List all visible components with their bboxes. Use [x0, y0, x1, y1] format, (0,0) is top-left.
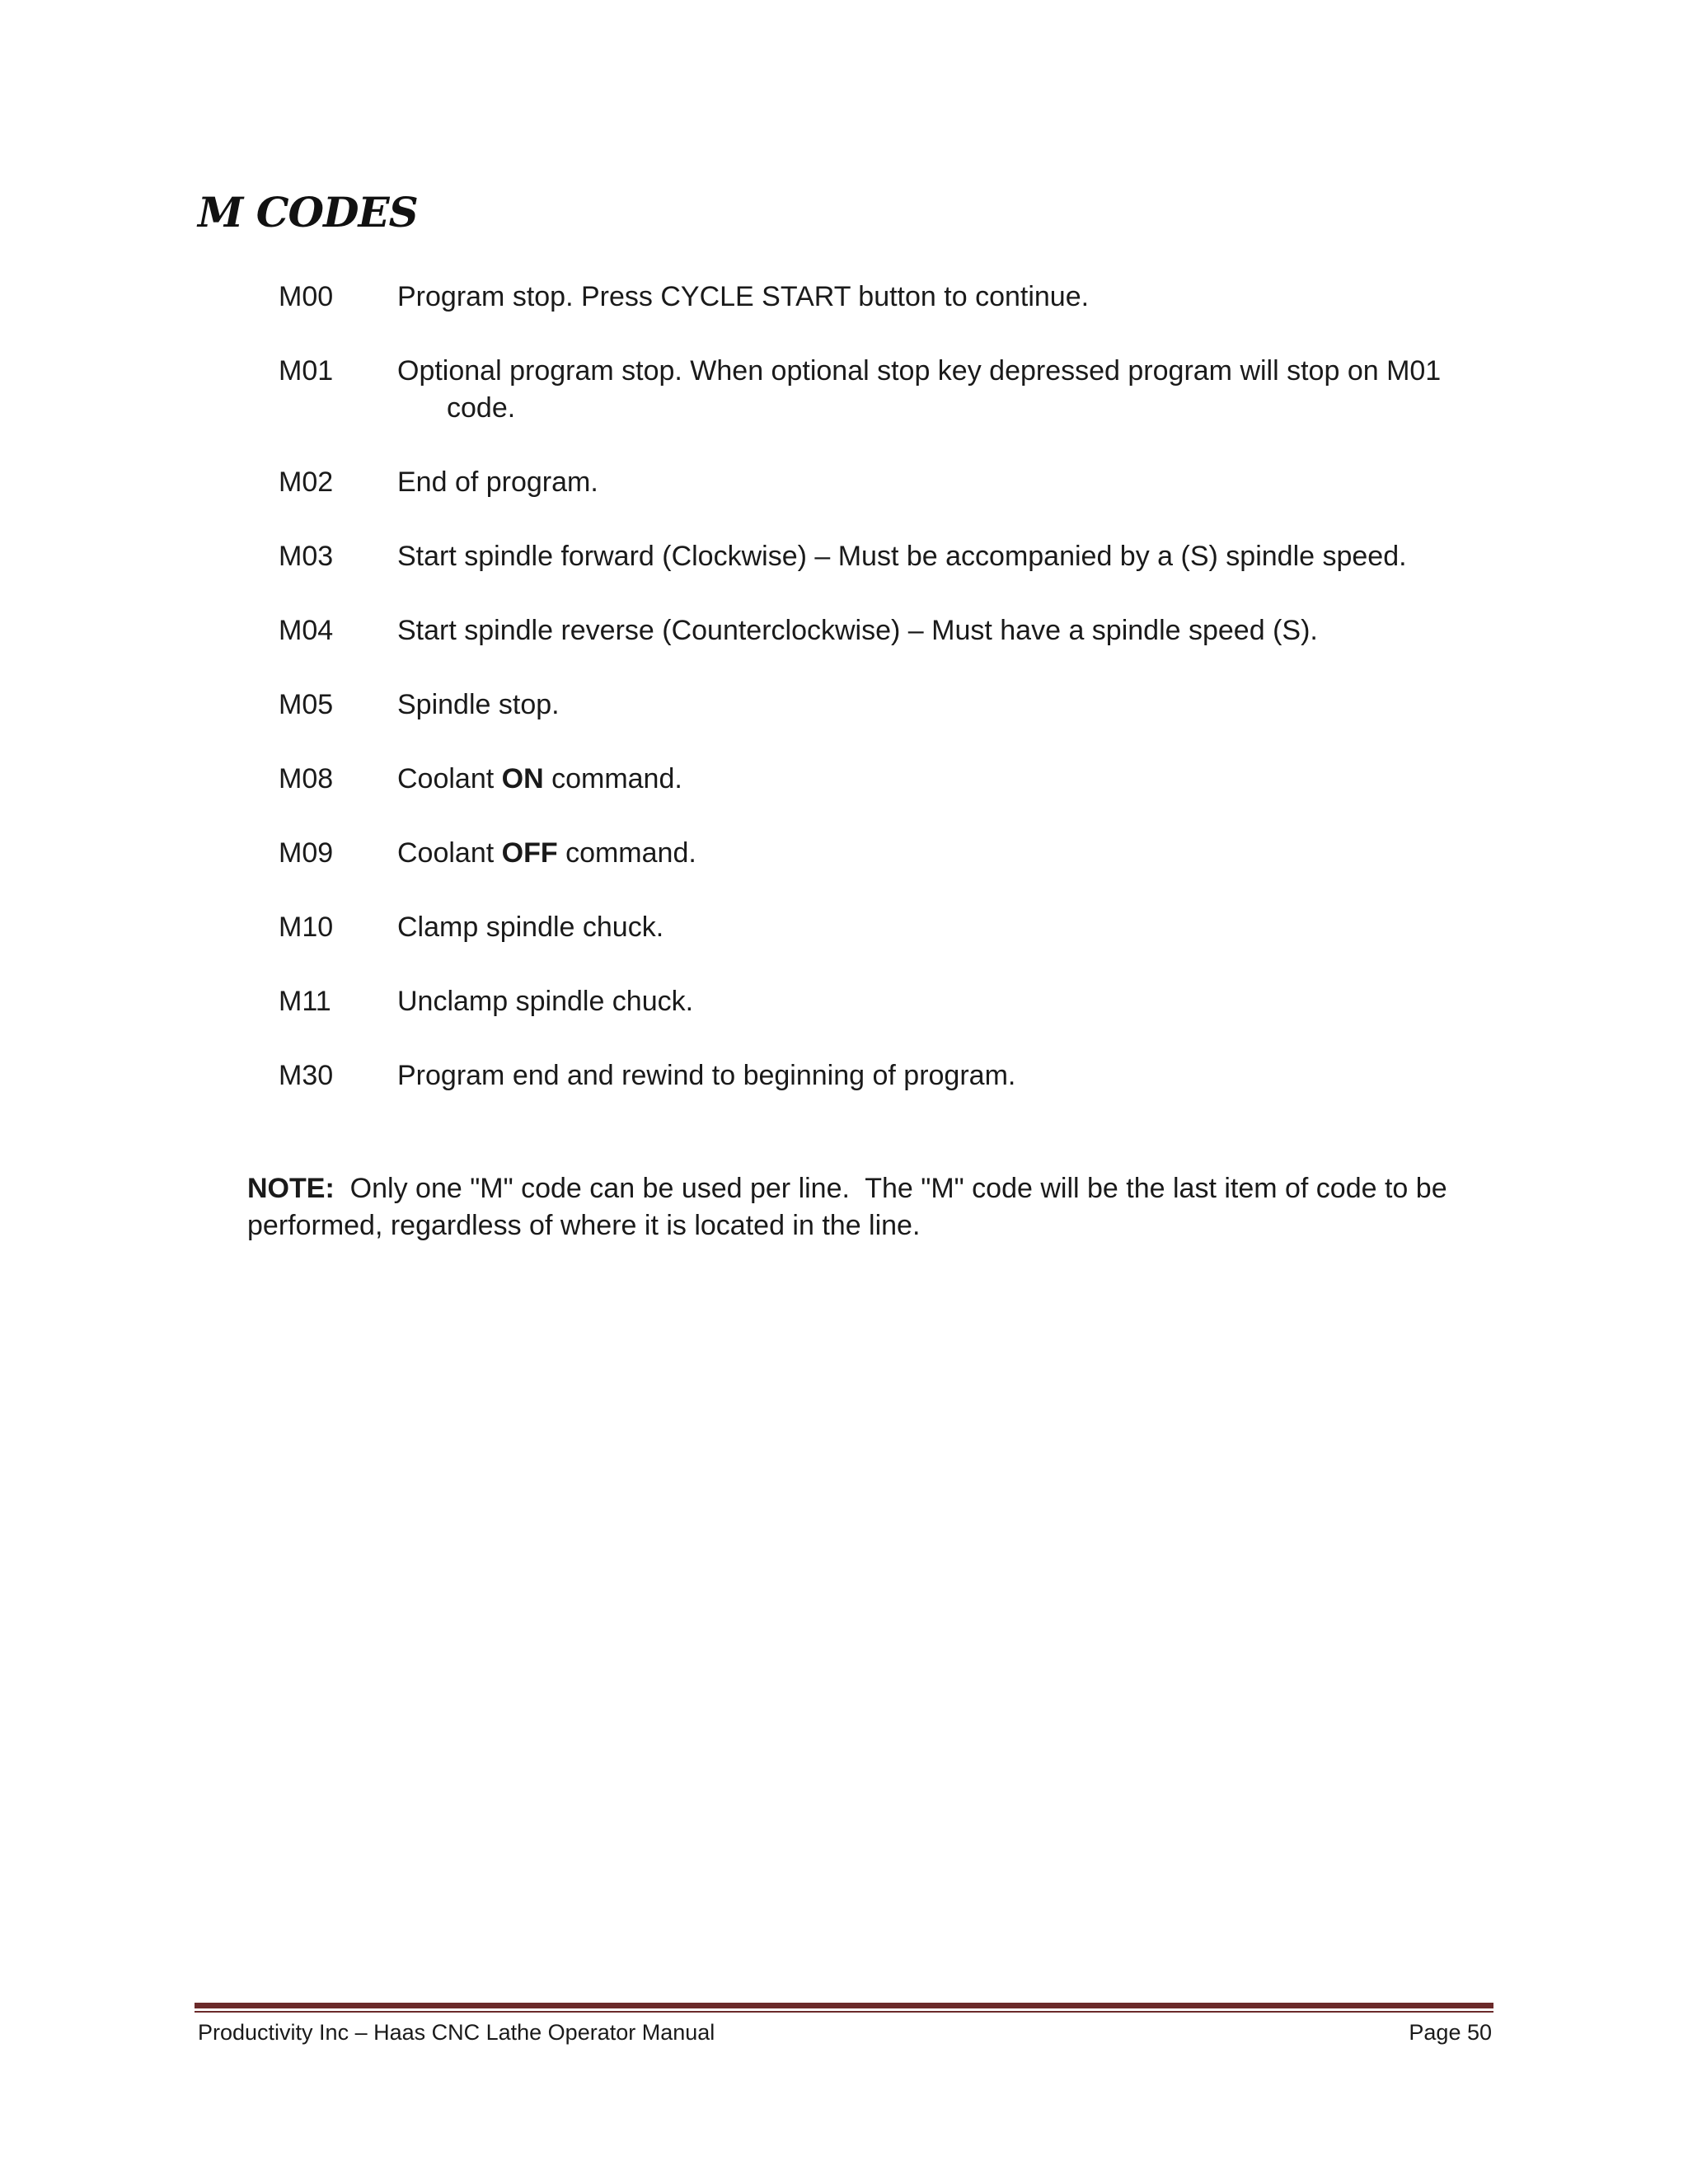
m-code-row-m05: [279, 687, 1490, 724]
m-code: M30: [279, 1060, 334, 1091]
m-code: M02: [279, 466, 334, 498]
m-code: M03: [279, 541, 334, 572]
m-code-description: Start spindle forward (Clockwise) – Must be accompanied by a (S) spindle speed.: [397, 541, 1407, 572]
footer-document-title: Productivity Inc – Haas CNC Lathe Operator Manual: [198, 2020, 715, 2045]
m-codes-list: [279, 279, 1490, 1094]
m-code-row-m03: [279, 538, 1490, 575]
m-code-row-m10: [279, 909, 1490, 946]
desc-prefix: Coolant: [397, 837, 502, 869]
m-code-description: Clamp spindle chuck.: [397, 912, 664, 943]
page-footer: [198, 2018, 1492, 2047]
m-code: M10: [279, 912, 334, 943]
note-text: Only one "M" code can be used per line. The "M" code will be the last item of code to be performed, regardless of where it is located in the line.: [247, 1173, 1456, 1241]
m-code-row-m11: [279, 983, 1490, 1020]
m-code: M04: [279, 615, 334, 646]
m-code-row-m09: [279, 835, 1490, 872]
footer-page-number: Page 50: [1409, 2020, 1492, 2045]
page-title: M CODES: [198, 188, 418, 237]
m-code-description: Program stop. Press CYCLE START button to continue.: [397, 281, 1090, 312]
footer-divider-thin: [195, 2011, 1493, 2013]
desc-prefix: Coolant: [397, 763, 502, 794]
m-code-row-m01: [279, 353, 1490, 427]
m-code-row-m08: [279, 761, 1490, 798]
desc-emphasis: OFF: [501, 837, 558, 869]
m-code: M08: [279, 763, 334, 794]
desc-suffix: command.: [557, 837, 696, 869]
m-code-description: Program end and rewind to beginning of program.: [397, 1060, 1016, 1091]
m-code-description: Start spindle reverse (Counterclockwise) – Must have a spindle speed (S).: [397, 615, 1318, 646]
m-code-description: Spindle stop.: [397, 689, 560, 720]
m-code: M01: [279, 355, 334, 387]
desc-emphasis: ON: [501, 763, 544, 794]
m-code-description: Unclamp spindle chuck.: [397, 986, 694, 1017]
note-label: NOTE:: [247, 1173, 335, 1204]
m-code-row-m02: [279, 464, 1490, 501]
m-code: M00: [279, 281, 334, 312]
m-code-description: [397, 835, 1490, 872]
footer-divider: [195, 2003, 1493, 2013]
m-code: M09: [279, 837, 334, 869]
m-code: M05: [279, 689, 334, 720]
m-code-description: [397, 353, 1490, 427]
footer-divider-thick: [195, 2003, 1493, 2008]
m-code-row-m04: [279, 612, 1490, 649]
m-code: M11: [279, 986, 331, 1017]
note-paragraph: [247, 1170, 1475, 1244]
m-code-description-line1: Optional program stop. When optional stop key depressed program will stop on M01: [397, 355, 1442, 387]
m-code-description: End of program.: [397, 466, 598, 498]
m-code-description-line2: code.: [447, 392, 516, 424]
m-code-row-m30: [279, 1057, 1490, 1094]
m-code-row-m00: [279, 279, 1490, 316]
desc-suffix: command.: [543, 763, 682, 794]
m-code-description: [397, 761, 1490, 798]
